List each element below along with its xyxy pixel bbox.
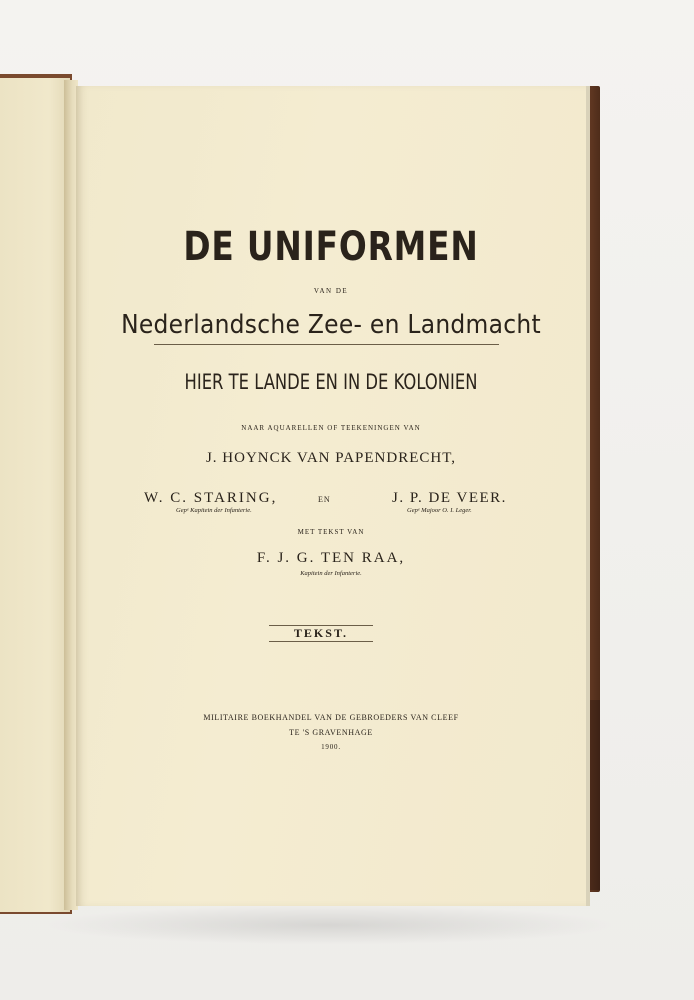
naar-line: NAAR AQUARELLEN OF TEEKENINGEN VAN (241, 424, 421, 432)
volume-label: TEKST. (293, 626, 349, 640)
publication-year: 1900. (321, 743, 341, 751)
publisher-city: TE 'S GRAVENHAGE (289, 728, 373, 737)
text-author: F. J. G. TEN RAA, (256, 550, 406, 566)
left-page (0, 78, 70, 912)
illustrator-left-rank: Gepᵉ Kapitein der Infanterie. (176, 507, 252, 514)
illustrator-main: J. HOYNCK VAN PAPENDRECHT, (205, 450, 457, 466)
book-title: DE UNIFORMEN (183, 224, 479, 270)
publisher-line: MILITAIRE BOEKHANDEL VAN DE GEBROEDERS VAN CLEEF (203, 713, 459, 722)
book-subtitle: Nederlandsche Zee- en Landmacht (121, 310, 541, 340)
illustrator-right: J. P. DE VEER. (392, 490, 507, 506)
book-shadow (40, 905, 620, 945)
text-author-rank: Kapitein der Infanterie. (300, 570, 362, 577)
illustrator-left: W. C. STARING, (144, 490, 278, 506)
subtitle-underline (154, 344, 499, 345)
met-tekst-line: MET TEKST VAN (297, 528, 365, 536)
tekst-rule-bottom (269, 641, 373, 642)
van-de-line: VAN DE (313, 287, 349, 295)
en-conjunction: EN (318, 495, 331, 504)
book-location-line: HIER TE LANDE EN IN DE KOLONIEN (184, 370, 478, 394)
illustrator-right-rank: Gepᵉ Majoor O. I. Leger. (407, 507, 472, 514)
title-page-content (76, 86, 586, 906)
